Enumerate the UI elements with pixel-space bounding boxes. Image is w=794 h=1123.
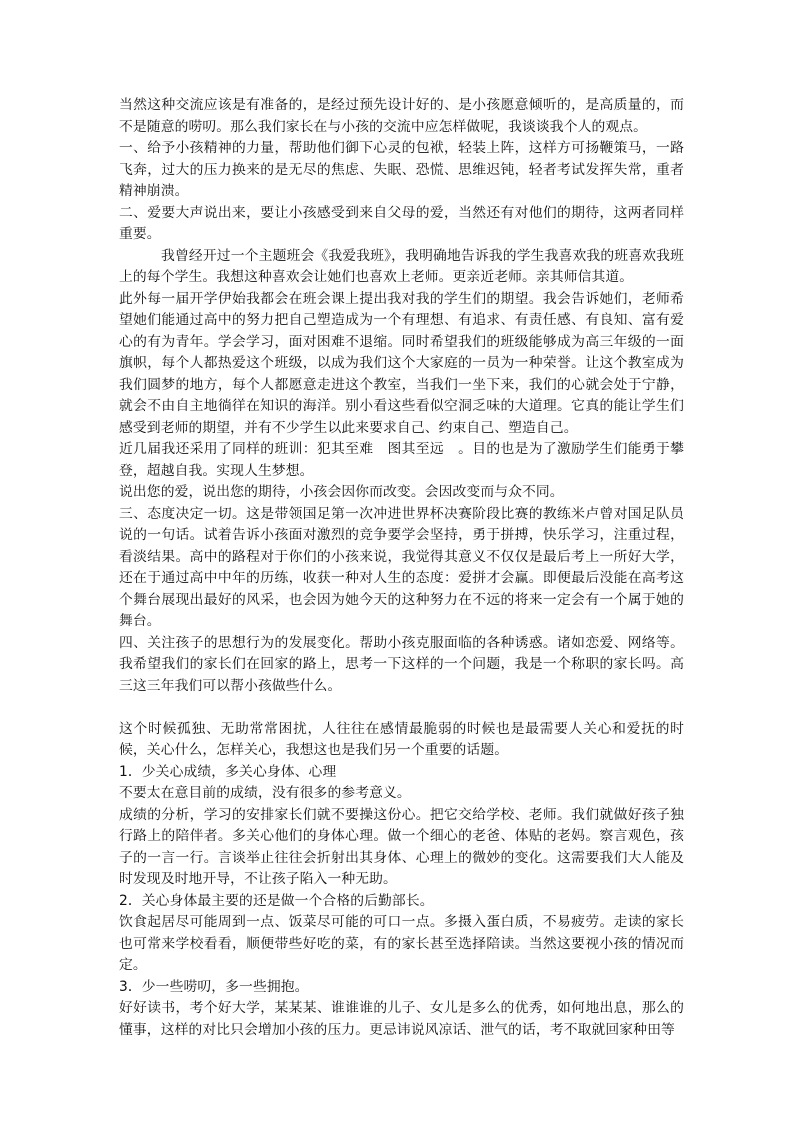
paragraph-point-one: 一、给予小孩精神的力量，帮助他们御下心灵的包袱，轻装上阵，这样方可扬鞭策马，一路飞奔，过大的压力换来的是无尽的焦虑、失眠、恐慌、思维迟钝，轻者考试发挥失常，重者精神崩溃。	[119, 140, 684, 199]
blank-line	[119, 697, 684, 719]
paragraph-nagging: 好好读书，考个好大学，某某某、谁谁谁的儿子、女儿是多么的优秀，如何地出息，那么的懂事，这样的对比只会增加小孩的压力。更忌讳说风凉话、泄气的话，考不取就回家种田等	[119, 1000, 684, 1038]
paragraph-point-four: 四、关注孩子的思想行为的发展变化。帮助小孩克服面临的各种诱惑。诸如恋爱、网络等。我希望我们的家长们在回家的路上，思考一下这样的一个问题，我是一个称职的家长吗。高三这三年我们可以帮小孩做些什么。	[119, 634, 684, 694]
paragraph-intro: 当然这种交流应该是有准备的，是经过预先设计好的、是小孩愿意倾听的，是高质量的，而不是随意的唠叨。那么我们家长在与小孩的交流中应怎样做呢，我谈谈我个人的观点。	[119, 97, 684, 135]
heading-item-two: 2．关心身体最主要的还是做一个合格的后勤部长。	[119, 892, 434, 909]
paragraph-point-two: 二、爱要大声说出来，要让小孩感受到来自父母的爱，当然还有对他们的期待，这两者同样重要。	[119, 204, 684, 242]
heading-item-three: 3．少一些唠叨，多一些拥抱。	[119, 978, 309, 995]
paragraph-say-love: 说出您的爱，说出您的期待，小孩会因你而改变。会因改变而与众不同。	[119, 484, 564, 500]
paragraph-companion: 成绩的分析，学习的安排家长们就不要操这份心。把它交给学校、老师。我们就做好孩子独行路上的陪伴者。多关心他们的身体心理。做一个细心的老爸、体贴的老妈。察言观色，孩子的一言一行。言谈举止往往会折射出其身体、心理上的微妙的变化。这需要我们大人能及时发现及时地开导，不让孩子陷入一种无助。	[119, 806, 684, 887]
paragraph-class-motto: 近几届我还采用了同样的班训：犯其至难 图其至远 。目的也是为了激励学生们能勇于攀登，超越自我。实现人生梦想。	[119, 441, 684, 479]
paragraph-grades: 不要太在意目前的成绩，没有很多的参考意义。	[119, 785, 411, 801]
document-page	[119, 95, 684, 1041]
paragraph-expectations: 此外每一届开学伊始我都会在班会课上提出我对我的学生们的期望。我会告诉她们，老师希望她们能通过高中的努力把自己塑造成为一个有理想、有追求、有责任感、有良知、富有爱心的有为青年。学会学习，面对困难不退缩。同时希望我们的班级能够成为高三年级的一面旗帜，每个人都热爱这个班级，以成为我们这个大家庭的一员为一种荣誉。让这个教室成为我们圆梦的地方，每个人都愿意走进这个教室，当我们一坐下来，我们的心就会处于宁静，就会不由自主地徜徉在知识的海洋。别小看这些看似空洞乏味的大道理。它真的能让学生们感受到老师的期望，并有不少学生以此来要求自己、约束自己、塑造自己。	[119, 290, 684, 436]
paragraph-point-three: 三、态度决定一切。这是带领国足第一次冲进世界杯决赛阶段比赛的教练米卢曾对国足队员说的一句话。试着告诉小孩面对激烈的竞争要学会坚持，勇于拼搏，快乐学习，注重过程，看淡结果。高中的路程对于你们的小孩来说，我觉得其意义不仅仅是最后考上一所好大学，还在于通过高中中年的历练，收获一种对人生的态度：爱拼才会赢。即便最后没能在高考这个舞台展现出最好的风采，也会因为她今天的这种努力在不远的将来一定会有一个属于她的舞台。	[119, 505, 684, 629]
paragraph-class-meeting: 我曾经开过一个主题班会《我爱我班》，我明确地告诉我的学生我喜欢我的班喜欢我班上的每个学生。我想这种喜欢会让她们也喜欢上老师。更亲近老师。亲其师信其道。	[119, 247, 684, 285]
paragraph-loneliness: 这个时候孤独、无助常常困扰，人往往在感情最脆弱的时候也是最需要人关心和爱抚的时候，关心什么，怎样关心，我想这也是我们另一个重要的话题。	[119, 720, 684, 758]
heading-item-one: 1．少关心成绩，多关心身体、心理	[119, 763, 337, 780]
paragraph-diet: 饮食起居尽可能周到一点、饭菜尽可能的可口一点。多摄入蛋白质，不易疲劳。走读的家长也可常来学校看看，顺便带些好吃的菜，有的家长甚至选择陪读。当然这要视小孩的情况而定。	[119, 914, 684, 973]
